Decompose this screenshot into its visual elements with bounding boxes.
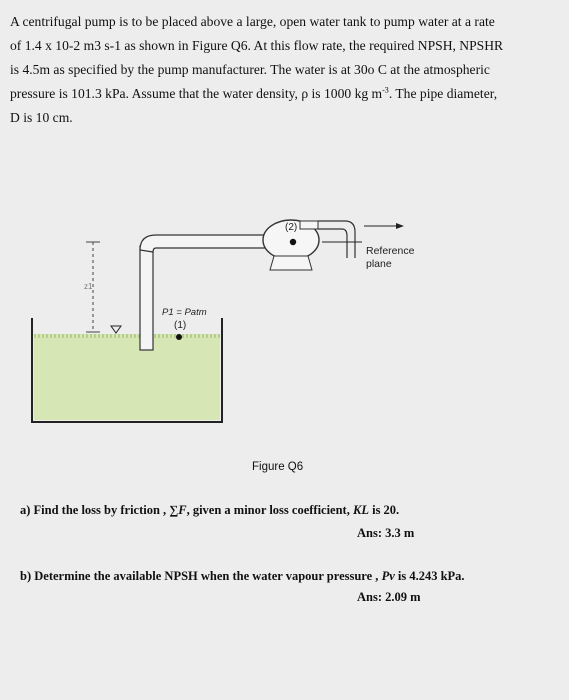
density-exponent: -3 — [382, 85, 389, 95]
flow-arrowhead — [396, 223, 404, 229]
point-1-label: (1) — [174, 320, 187, 331]
answer-a: Ans: 3.3 m — [357, 526, 415, 540]
question-b-suffix: is 4.243 kPa. — [394, 569, 465, 583]
pump-base — [270, 256, 312, 270]
problem-line-3: is 4.5m as specified by the pump manufacturer. The water is at 30o C at the atmospheric — [10, 62, 490, 77]
answer-b: Ans: 2.09 m — [357, 590, 421, 604]
question-a-suffix: is 20. — [368, 503, 400, 517]
question-a-prefix: a) Find the loss by friction , — [20, 503, 170, 517]
question-b-prefix: b) Determine the available NPSH when the water vapour pressure , — [20, 569, 382, 583]
problem-line-4-text: pressure is 101.3 kPa. Assume that the water density, ρ is 1000 kg m — [10, 86, 383, 101]
p1-label: P1 = Patm — [162, 307, 207, 318]
plane-label: plane — [366, 258, 392, 270]
problem-line-2: of 1.4 x 10-2 m3 s-1 as shown in Figure Q6. At this flow rate, the required NPSH, NPSHR — [10, 38, 504, 53]
pump-outlet — [300, 221, 318, 229]
question-a — [20, 503, 399, 518]
problem-line-4 — [10, 82, 555, 106]
problem-statement — [10, 10, 555, 130]
problem-line-5: D is 10 cm. — [10, 110, 73, 125]
figure-q6-diagram — [0, 205, 569, 455]
figure-caption: Figure Q6 — [252, 461, 304, 473]
point-2-dot — [290, 239, 296, 245]
question-b — [20, 569, 465, 584]
water-body — [34, 334, 220, 420]
suction-pipe — [140, 246, 153, 350]
reference-label: Reference — [366, 245, 415, 257]
problem-line-4-tail: . The pipe diameter, — [388, 86, 498, 101]
pipe-elbow — [140, 235, 270, 252]
discharge-pipe — [318, 221, 355, 258]
friction-symbol: ∑F — [169, 503, 187, 517]
problem-line-1: A centrifugal pump is to be placed above a large, open water tank to pump water at a rate — [10, 14, 495, 29]
z1-label: z1 — [84, 282, 93, 291]
question-a-middle: , given a minor loss coefficient, — [186, 503, 353, 517]
point-2-label: (2) — [285, 222, 298, 233]
pv-symbol: Pv — [381, 569, 395, 583]
point-1-dot — [176, 334, 182, 340]
kl-symbol: KL — [352, 503, 369, 517]
water-level-symbol — [111, 326, 121, 333]
discharge-pipe-inner — [318, 229, 347, 258]
